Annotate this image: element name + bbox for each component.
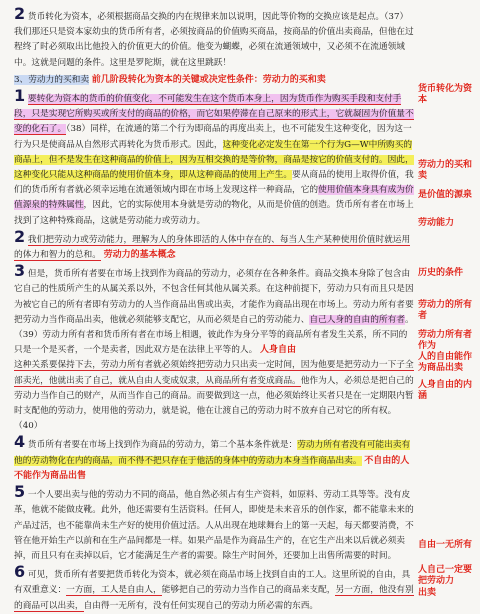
highlighted-text: 自己人身的自由的所有者 xyxy=(309,314,405,325)
margin-annotation: 人自己一定要把劳动力 xyxy=(418,565,473,586)
paragraph-number: 5 xyxy=(14,482,26,502)
section-heading-row xyxy=(14,73,414,88)
paragraph-text: 可见，货币所有者要把货币转化为资本，就必须在商品市场上找到自由的工人。这里所说的自由，具有双重意义： xyxy=(14,570,411,596)
margin-annotation: 劳动力的买和卖 xyxy=(418,160,473,181)
paragraph-text: （38）同样，在流通的第二个行为即商品的再度出卖上，也不可能发生这种变化，因为这一行为只是使商品从自然形式再转化为货币形式。因此， xyxy=(14,124,412,150)
paragraph-8 xyxy=(14,564,414,614)
paragraph-text: 要从商品的使用上取得价值，我们的货币所有者就必须幸运地在流通领域内即在市场上发现这样一种商品，它的 xyxy=(14,170,414,196)
document-body xyxy=(14,6,414,614)
margin-annotation: 自由一无所有 xyxy=(418,540,473,550)
handwritten-annotation: 人身自由 xyxy=(260,345,297,356)
margin-annotation: 人的自由能作为商品出卖 xyxy=(418,352,473,373)
paragraph-text: 但是，货币所有者要在市场上找到作为商品的劳动力，必须存在各种条件。商品交换本身除了包含由它自己的性质所产生的从属关系以外，不包含任何其他从属关系。在这种前提下，劳动力只有而且只是因为被它自己的所有者即有劳动力的人当作商品出售或出卖，才能作为商品出现在市场上。劳动力所有者要把劳动力当作商品出卖，他就必须能够支配它，从而必须是自己的劳动能力、 xyxy=(14,269,414,325)
paragraph-text: 自由得一无所有，没有任何实现自己的劳动力所必需的东西。 xyxy=(83,600,319,611)
underlined-text: 一方面，工人是自由人， xyxy=(66,585,162,596)
paragraph-text: 货币转化为资本，必须根据商品交换的内在规律来加以说明，因此等价物的交换应该是起点。（37）我们那还只是资本家幼虫的货币所有者，必须按商品的价值购买商品，按商品的价值出卖商品，但他在过程终了时必须取出比他投入的价值更大的价值。他变为蝴蝶，必须在流通领域中，又必须不在流通领域中。这就是问题的条件。这里是罗陀斯，就在这里跳跃！ xyxy=(14,12,414,68)
paragraph-5 xyxy=(14,358,414,434)
margin-annotation: 历史的条件 xyxy=(418,268,464,278)
paragraph-number: 6 xyxy=(14,562,26,582)
margin-annotation: 劳动力的所有者 xyxy=(418,300,473,321)
paragraph-number: 4 xyxy=(14,432,26,452)
handwritten-annotation: 前几阶段转化为资本的关键或决定性条件：劳动力的买和卖 xyxy=(91,74,326,85)
highlighted-text: 这种变化必定发生在第一个行为G—W中所购买的商品上，但不是发生在这种商品的价值上，因为互相交换的是等价物，商品是按它的价值支付的。因此，这种变化只能从这种商品的使用价值本身，即从这种商品的使用上产生。 xyxy=(14,139,414,181)
paragraph-3 xyxy=(14,226,414,263)
paragraph-text: ，因此，它的实际使用本身就是劳动的物化，从而是价值的创造。货币所有者在市场上找到了这种特殊商品，这就是劳动能力或劳动力。 xyxy=(14,200,414,226)
margin-annotation: 劳动能力 xyxy=(418,218,455,228)
paragraph-4 xyxy=(14,263,414,358)
paragraph-6 xyxy=(14,434,414,484)
paragraph-text: 。（39）劳动力所有者和货币所有者在市场上相遇，彼此作为身分平等的商品所有者发生关系，所不同的只是一个是买者，一个是卖者，因此双方是在法律上平等的人。 xyxy=(14,314,414,356)
paragraph-number: 2 xyxy=(14,226,26,246)
paragraph-text: 货币所有者要在市场上找到作为商品的劳动力，第二个基本条件就是： xyxy=(27,440,298,451)
highlighted-text: 劳动力所有者没有可能出卖有他的劳动物化在内的商品，而不得不把只存在于他活的身体中的劳动力本身当作商品出卖。 xyxy=(14,440,411,466)
underlined-text: 我们把劳动力或劳动能力，理解为人的身体即活的人体中存在的、每当人生产某种使用价值时就运用的体力和智力的总和。 xyxy=(14,234,411,261)
paragraph-number: 3 xyxy=(14,261,26,281)
paragraph-1 xyxy=(14,6,414,71)
handwritten-annotation: 不自由的人不能作为商品出售 xyxy=(14,455,410,481)
underlined-text: 这种关系要保持下去，劳动力所有者就必须始终把劳动力只出卖一定时间，因为他要是把劳动力一下子全部卖光，他就出卖了自己，就从自由人变成奴隶，从商品所有者变成商品。 xyxy=(14,360,414,386)
margin-annotation: 劳动力所有者作为 xyxy=(418,330,473,351)
margin-annotation: 货币转化为资本 xyxy=(418,84,473,105)
paragraph-number: 1 xyxy=(14,86,26,106)
paragraph-text: 一个人要出卖与他的劳动力不同的商品，他自然必须占有生产资料，如原料、劳动工具等等。没有皮革，他就不能做皮靴。此外，他还需要有生活资料。任何人，即使是未来音乐的创作家，都不能靠未来的产品过活，也不能靠尚未生产好的使用价值过活。人从出现在地球舞台上的第一天起，每天都要消费，不管在他开始生产以前和在生产品间都是一样。如果产品是作为商品生产的，在它生产出来以后就必须卖掉，而且只有在卖掉以后，它才能满足生产者的需要。除生产时间外，还要加上出售所需要的时间。 xyxy=(14,490,414,561)
margin-annotation: 是价值的源泉 xyxy=(418,190,473,200)
section-heading: 3、劳动力的买和卖 xyxy=(14,74,90,85)
paragraph-2 xyxy=(14,88,414,229)
paragraph-number: 2 xyxy=(14,4,26,23)
highlighted-text: 使用价值本身具有成为价值源泉的特殊属性 xyxy=(14,185,414,211)
paragraph-text: 他作为人，必须总是把自己的劳动力当作自己的财产，从而当作自己的商品。而要做到这一点，他必须始终让买者只是在一定期限内暂时支配他的劳动力，使用他的劳动力，就是说，他在让渡自己的劳动力时不放弃自己对它的所有权。（40） xyxy=(14,375,414,432)
paragraph-7 xyxy=(14,484,414,564)
underlined-text: 另一方面，他没有别的商品可以出卖， xyxy=(14,585,414,611)
paragraph-text: 能够把自己的劳动力当作自己的商品来支配， xyxy=(161,585,336,596)
highlighted-text: 要转化为资本的货币的价值变化，不可能发生在这个货币本身上，因为货币作为购买手段和支付手段，只是实现它所购买或所支付的商品的价格，而它如果停滞在自己原来的形式上，它就凝固为价值量不变的化石了。 xyxy=(14,94,414,135)
margin-annotation: 出卖 xyxy=(418,588,437,598)
margin-annotation: 人身自由的内涵 xyxy=(418,380,473,401)
handwritten-annotation: 劳动力的基本概念 xyxy=(103,250,176,261)
